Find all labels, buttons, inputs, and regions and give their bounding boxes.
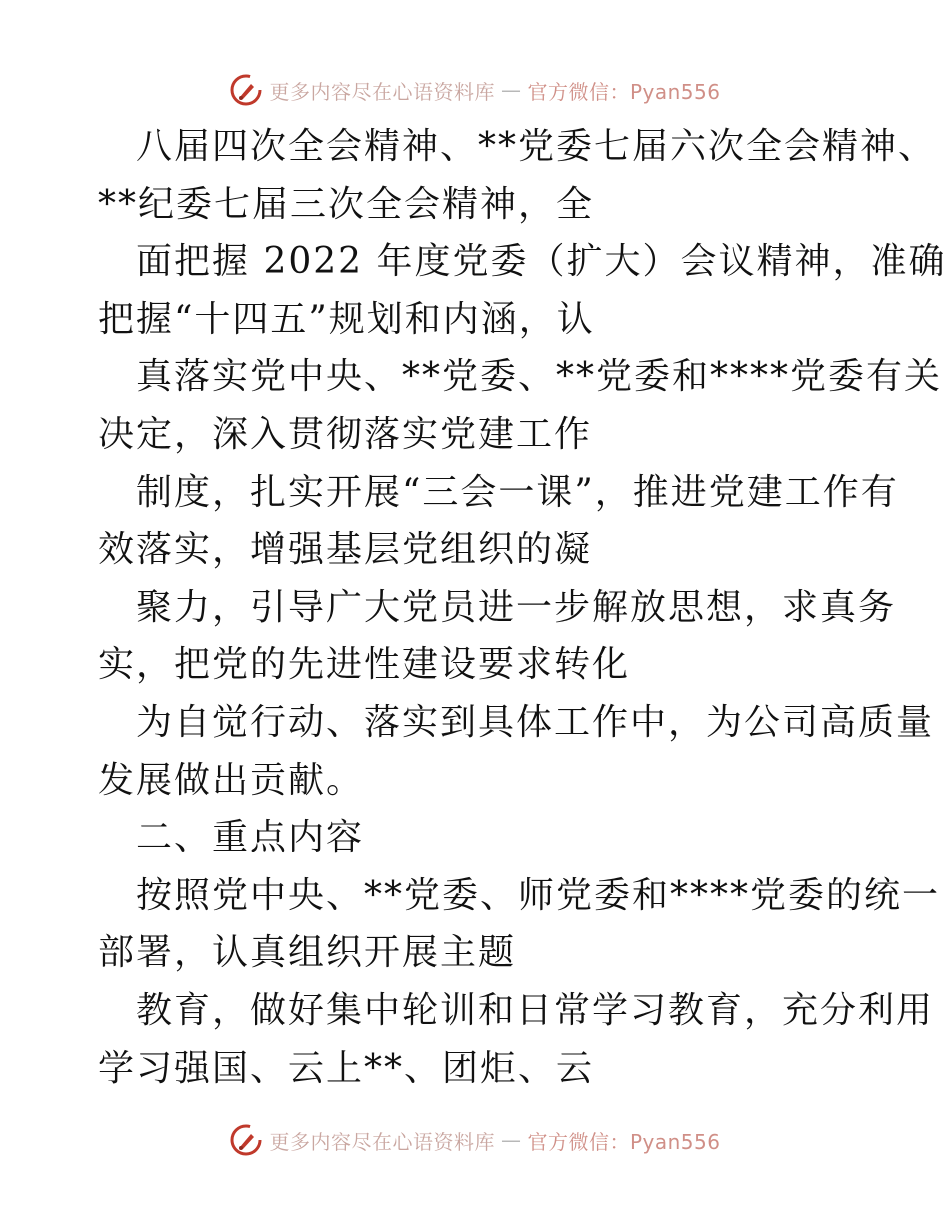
- text-line: 聚力，引导广大党员进一步解放思想，求真务: [136, 586, 897, 628]
- text-line: 为自觉行动、落实到具体工作中，为公司高质量: [136, 701, 935, 743]
- header-watermark: [0, 70, 950, 110]
- text-line: 发展做出贡献。: [98, 759, 365, 801]
- text-line: 效落实，增强基层党组织的凝: [98, 529, 593, 571]
- text-line: **纪委七届三次全会精神，全: [98, 183, 595, 225]
- banner-dash: —: [500, 1128, 522, 1152]
- pen-logo-icon: [229, 73, 263, 107]
- footer-watermark: [0, 1120, 950, 1160]
- text-line: 学习强国、云上**、团炬、云: [98, 1047, 595, 1089]
- banner-slogan: 更多内容尽在心语资料库: [269, 79, 495, 104]
- text-line: 制度，扎实开展“三会一课”，推进党建工作有: [136, 471, 899, 513]
- text-line: 真落实党中央、**党委、**党委和****党委有关: [136, 356, 943, 398]
- pen-logo-icon: [229, 1123, 263, 1157]
- banner-wechat: 官方微信：Pyan556: [527, 1129, 721, 1154]
- text-line: 八届四次全会精神、**党委七届六次全会精神、: [136, 126, 937, 167]
- text-line: 按照党中央、**党委、师党委和****党委的统一: [136, 874, 941, 916]
- banner-dash: —: [500, 78, 522, 102]
- text-line: 面把握 2022 年度党委（扩大）会议精神，准确: [136, 241, 947, 283]
- text-line: 部署，认真组织开展主题: [98, 932, 517, 974]
- text-line: 教育，做好集中轮训和日常学习教育，充分利用: [136, 989, 935, 1031]
- text-line: 决定，深入贯彻落实党建工作: [98, 413, 593, 455]
- document-body: [98, 118, 947, 1097]
- text-line: 实，把党的先进性建设要求转化: [98, 644, 631, 686]
- text-line: 把握“十四五”规划和内涵，认: [98, 298, 595, 340]
- section-heading: 二、重点内容: [136, 817, 365, 859]
- banner-slogan: 更多内容尽在心语资料库: [269, 1129, 495, 1154]
- banner-wechat: 官方微信：Pyan556: [527, 79, 721, 104]
